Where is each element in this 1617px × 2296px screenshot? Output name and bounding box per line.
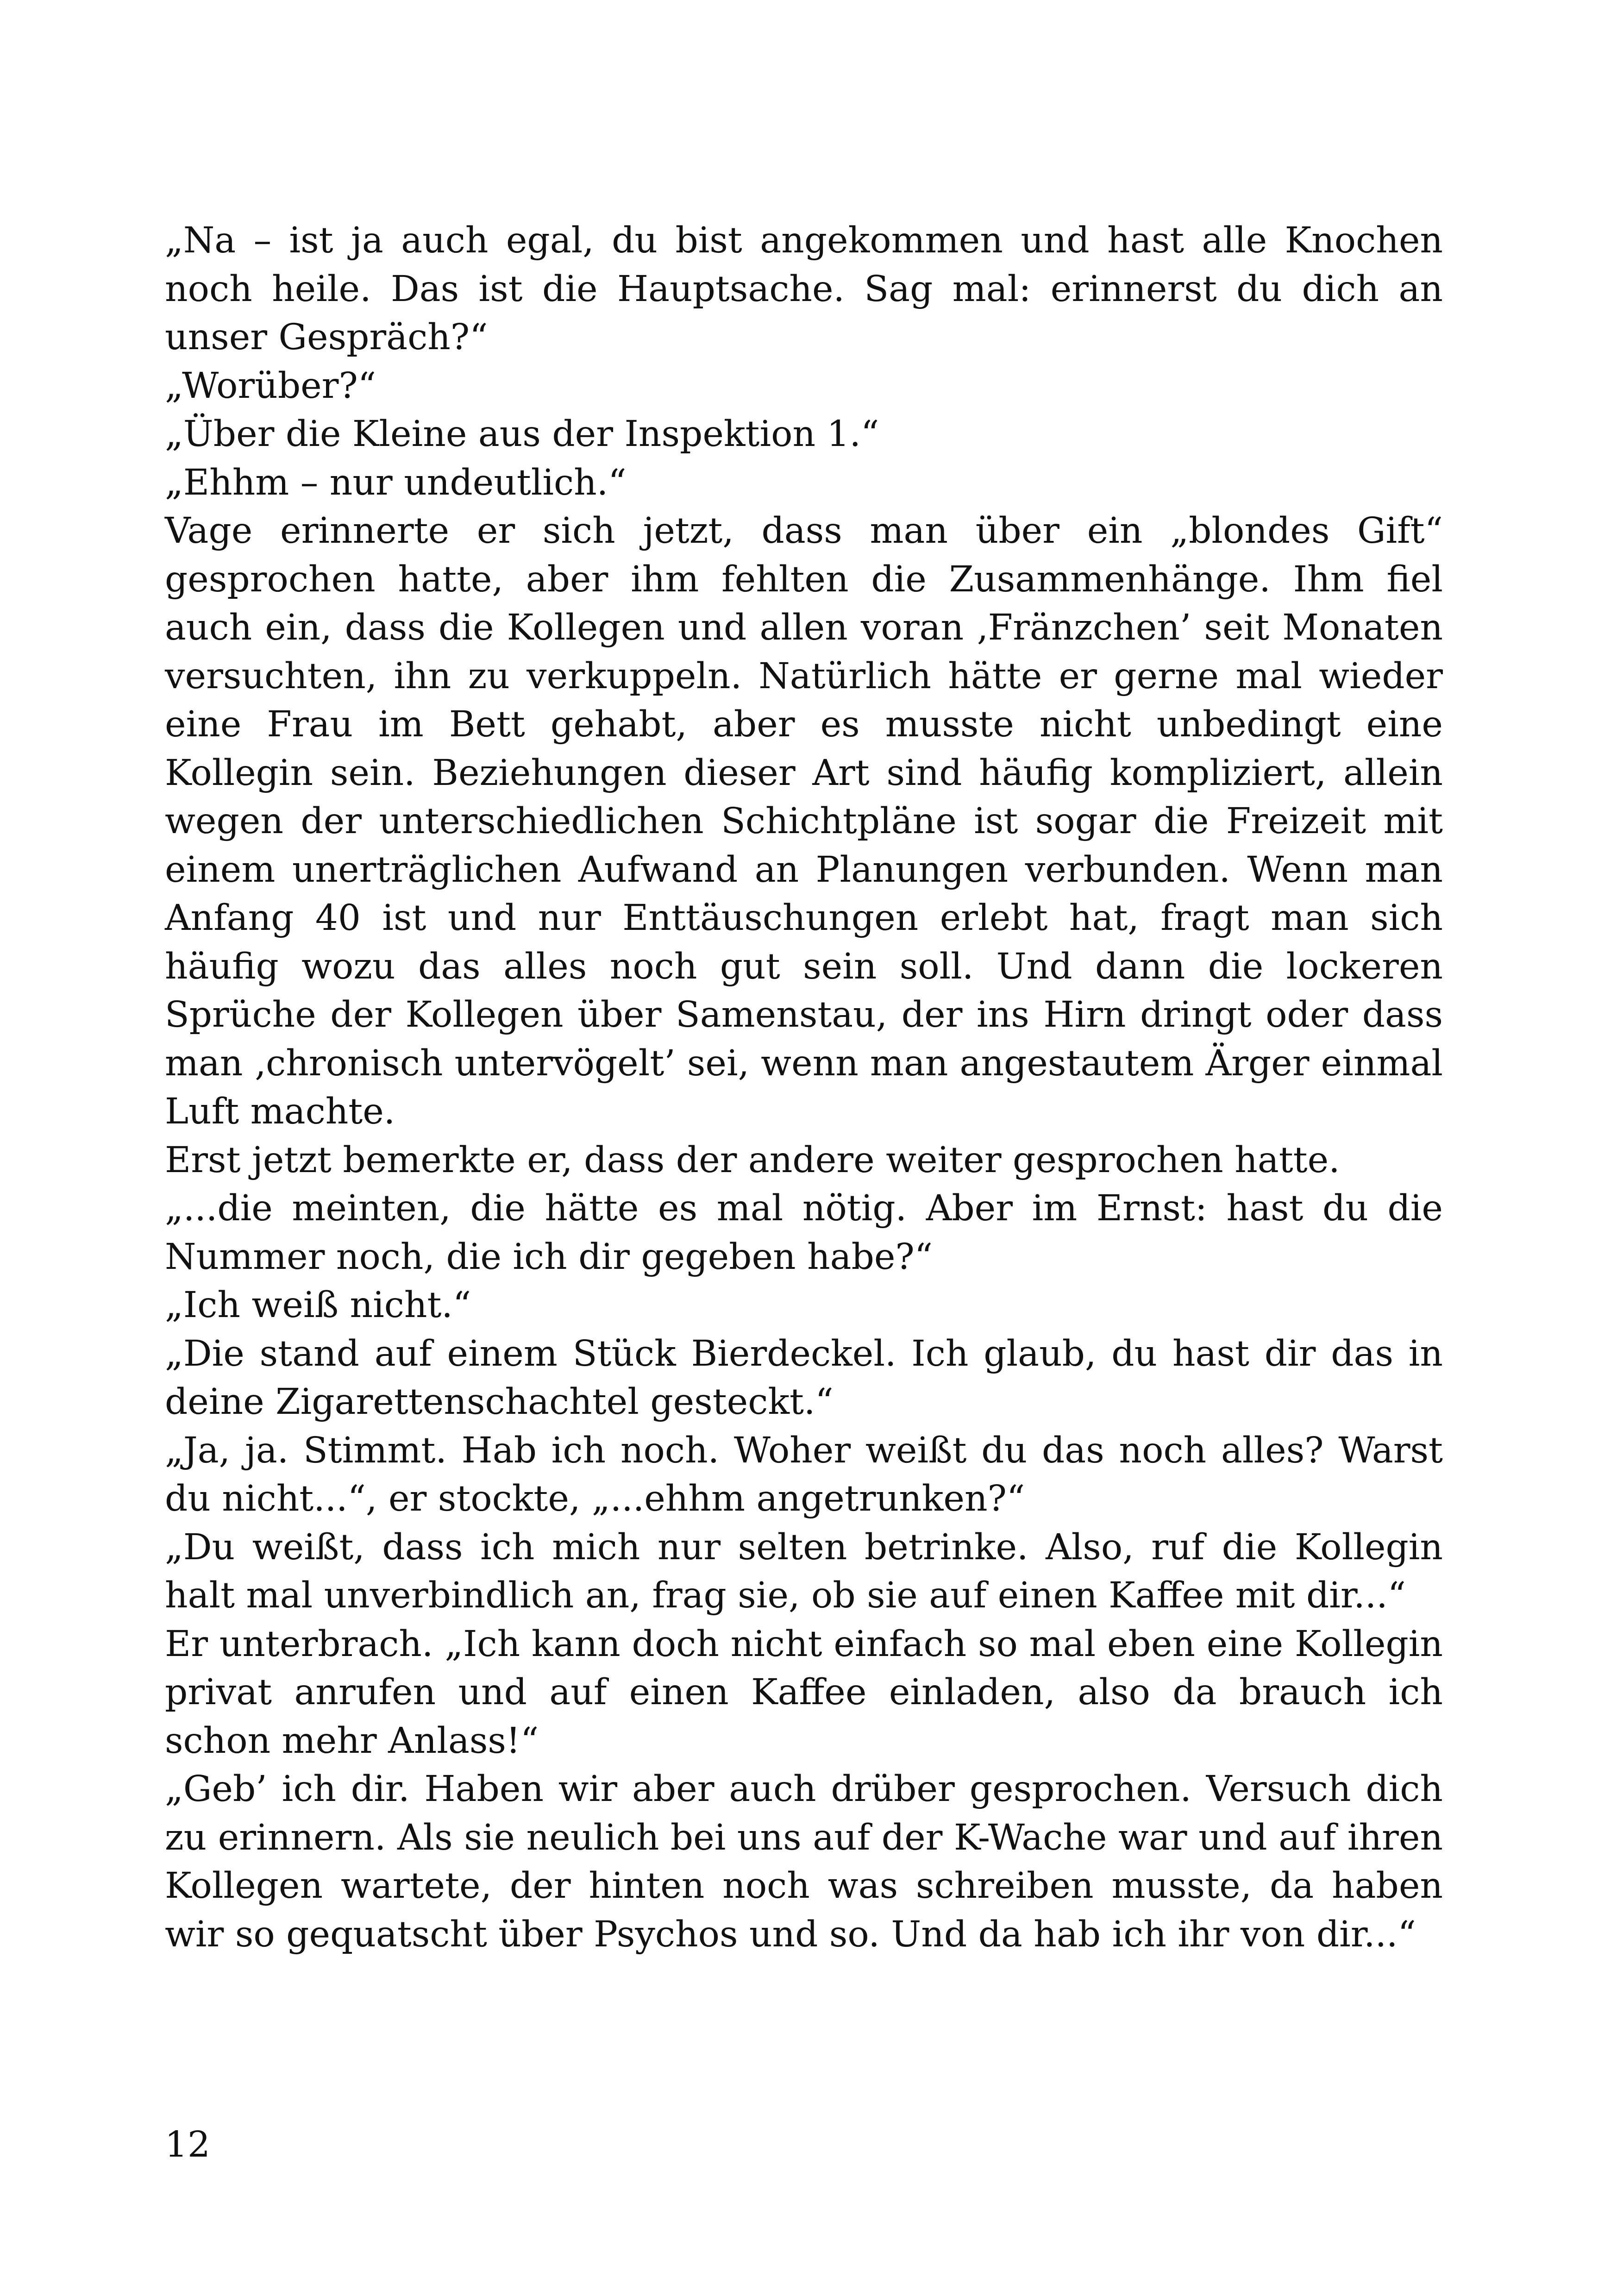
paragraph: „Über die Kleine aus der Inspektion 1.“ — [165, 414, 879, 455]
page-number: 12 — [165, 2124, 210, 2165]
paragraph: „Die stand auf einem Stück Bierdeckel. Ich glaub, du hast dir das in deine Zigarettenschachtel gesteckt.“ — [165, 1333, 1443, 1423]
paragraph: „Du weißt, dass ich mich nur selten betrinke. Also, ruf die Kollegin halt mal unverbindlich an, frag sie, ob sie auf einen Kaffee mit dir...“ — [165, 1526, 1443, 1616]
paragraph: „Ja, ja. Stimmt. Hab ich noch. Woher weißt du das noch alles? Warst du nicht...“, er stockte, „...ehhm angetrunken?“ — [165, 1430, 1443, 1519]
paragraph: Er unterbrach. „Ich kann doch nicht einfach so mal eben eine Kollegin privat anrufen und auf einen Kaffee einladen, also da brauch ich schon mehr Anlass!“ — [165, 1623, 1443, 1762]
body-text — [165, 217, 1443, 1959]
paragraph: „Ich weiß nicht.“ — [165, 1285, 471, 1326]
paragraph: „Geb’ ich dir. Haben wir aber auch drüber gesprochen. Versuch dich zu erinnern. Als sie neulich bei uns auf der K-Wache war und auf ihren Kollegen wartete, der hinten noch was schreiben musste, da haben wir so gequatscht über Psychos und so. Und da hab ich ihr von dir...“ — [165, 1769, 1443, 1955]
paragraph: Vage erinnerte er sich jetzt, dass man über ein „blondes Gift“ gesprochen hatte, aber ihm fehlten die Zusammenhänge. Ihm fiel auch ein, dass die Kollegen und allen voran ‚Fränzchen’ seit Monaten versuchten, ihn zu verkuppeln. Natürlich hätte er gerne mal wieder eine Frau im Bett gehabt, aber es musste nicht unbedingt eine Kollegin sein. Beziehungen dieser Art sind häufig kompliziert, allein wegen der unterschiedlichen Schichtpläne ist sogar die Freizeit mit einem unerträglichen Aufwand an Planungen verbunden. Wenn man Anfang 40 ist und nur Enttäuschungen erlebt hat, fragt man sich häufig wozu das alles noch gut sein soll. Und dann die lockeren Sprüche der Kollegen über Samenstau, der ins Hirn dringt oder dass man ‚chronisch untervögelt’ sei, wenn man angestautem Ärger einmal Luft machte. — [165, 510, 1443, 1132]
paragraph: „Worüber?“ — [165, 365, 376, 407]
paragraph: „...die meinten, die hätte es mal nötig. Aber im Ernst: hast du die Nummer noch, die ich dir gegeben habe?“ — [165, 1188, 1443, 1278]
paragraph: Erst jetzt bemerkte er, dass der andere weiter gesprochen hatte. — [165, 1139, 1340, 1181]
paragraph: „Ehhm – nur undeutlich.“ — [165, 462, 627, 503]
paragraph: „Na – ist ja auch egal, du bist angekommen und hast alle Knochen noch heile. Das ist die Hauptsache. Sag mal: erinnerst du dich an unser Gespräch?“ — [165, 220, 1443, 358]
